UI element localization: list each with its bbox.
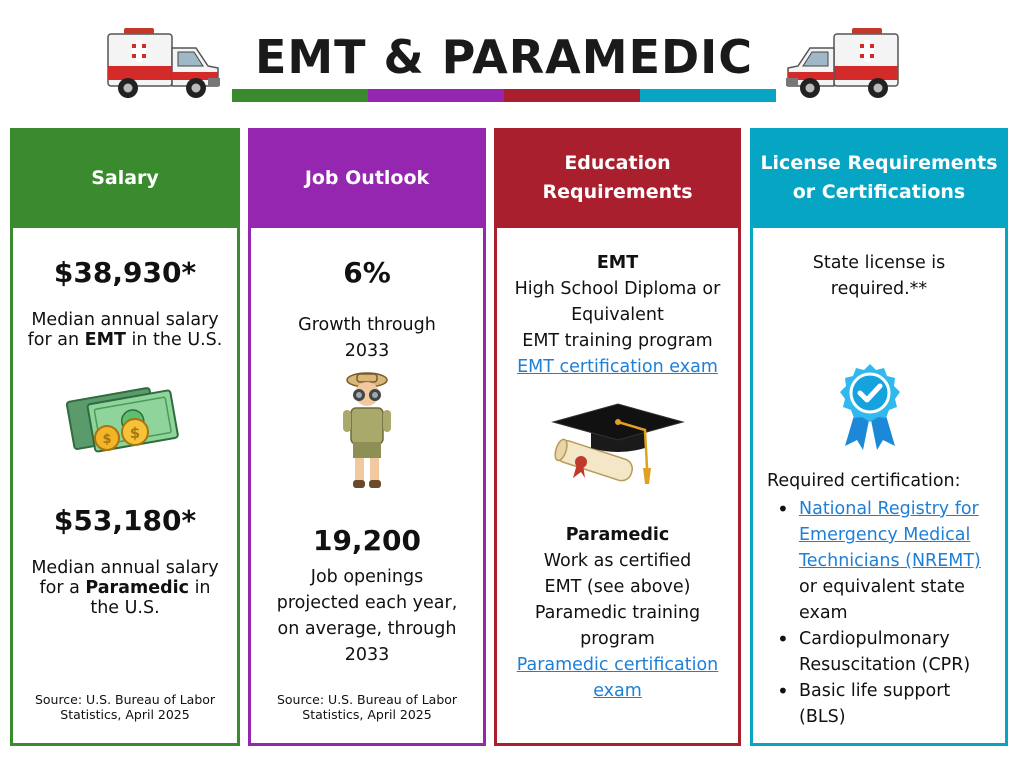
salary-header: Salary [13, 131, 237, 225]
job-outlook-card [248, 128, 486, 746]
license-body [753, 225, 1005, 743]
title-color-bar [232, 89, 776, 102]
page-title: EMT & PARAMEDIC [254, 30, 754, 84]
paramedic-education-item: Paramedic training program [534, 603, 701, 649]
list-item: • National Registry for Emergency Medical Technicians (NREMT) or equivalent state exam [767, 496, 1001, 626]
emt-salary-amount: $38,930* [53, 256, 197, 289]
list-item: • Cardiopulmonary Resuscitation (CPR) [767, 626, 1001, 678]
salary-card [10, 128, 240, 746]
license-card [750, 128, 1008, 746]
certification-list [767, 468, 1001, 730]
paramedic-salary-desc: Median annual salary for a Paramedic in the U.S. [31, 558, 219, 618]
education-header: Education Requirements [497, 131, 738, 225]
svg-text:$: $ [102, 432, 112, 447]
paramedic-certification-exam-link[interactable]: Paramedic certification exam [516, 655, 719, 701]
salary-body [13, 225, 237, 743]
list-item: • Basic life support (BLS) [767, 678, 1001, 730]
paramedic-salary-amount: $53,180* [53, 504, 197, 537]
emt-certification-exam-link[interactable]: EMT certification exam [517, 357, 718, 377]
emt-education-item: High School Diploma or Equivalent [514, 279, 721, 325]
money-icon [65, 380, 189, 466]
emt-education-item: EMT training program [522, 331, 713, 351]
state-license-text: State license is required.** [812, 253, 946, 299]
nremt-link[interactable]: National Registry for Emergency Medical Technicians (NREMT) [799, 499, 981, 571]
license-header: License Requirements or Certifications [753, 131, 1005, 225]
job-outlook-header: Job Outlook [251, 131, 483, 225]
emt-salary-desc: Median annual salary for an EMT in the U.S. [27, 310, 223, 350]
certified-badge-icon [837, 362, 903, 452]
paramedic-education-item: Work as certified EMT (see above) [543, 551, 692, 597]
outlook-source: Source: U.S. Bureau of Labor Statistics, April 2025 [276, 692, 458, 722]
paramedic-education-title: Paramedic [565, 525, 670, 545]
education-card [494, 128, 741, 746]
growth-desc: Growth through 2033 [298, 315, 436, 361]
header [0, 0, 1024, 118]
graduation-cap-diploma-icon [547, 398, 689, 490]
growth-rate: 6% [343, 256, 391, 289]
salary-source: Source: U.S. Bureau of Labor Statistics, April 2025 [34, 692, 216, 722]
education-body [497, 225, 738, 743]
job-outlook-body [251, 225, 483, 743]
job-openings-desc: Job openings projected each year, on average, through 2033 [276, 567, 458, 665]
explorer-binoculars-icon [337, 370, 397, 496]
svg-text:$: $ [129, 424, 141, 442]
job-openings-count: 19,200 [312, 524, 422, 557]
emt-education-title: EMT [596, 253, 639, 273]
required-certification-label: Required certification: [767, 471, 961, 491]
ambulance-icon [104, 26, 224, 106]
ambulance-icon [782, 26, 902, 106]
